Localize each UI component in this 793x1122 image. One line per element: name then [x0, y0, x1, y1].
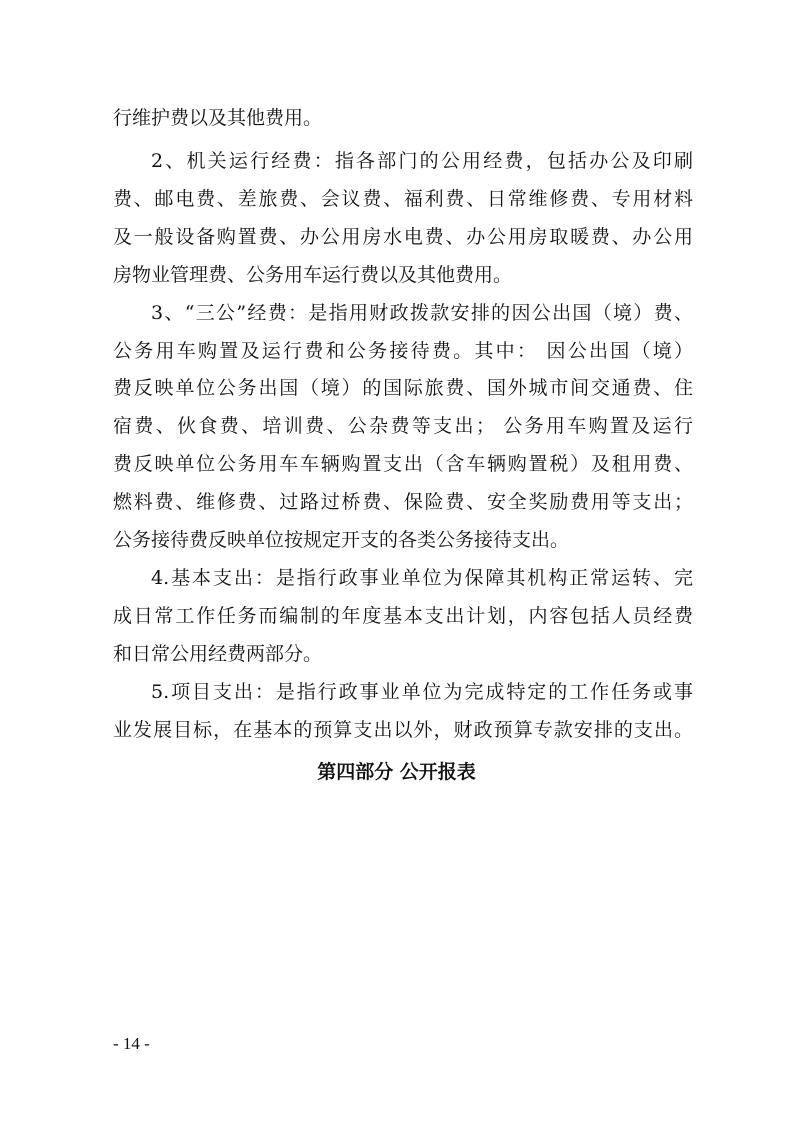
paragraph-4-line-1: 4.基本支出：是指行政事业单位为保障其机构正常运转、完: [151, 567, 693, 589]
paragraph-3-line-5: 费反映单位公务用车车辆购置支出（含车辆购置税）及租用费、: [113, 453, 693, 475]
paragraph-4-line-3: 和日常公用经费两部分。: [113, 643, 323, 665]
paragraph-3-line-1: 3、“三公”经费：是指用财政拨款安排的因公出国（境）费、: [151, 302, 693, 324]
section-heading: 第四部分 公开报表: [317, 761, 476, 783]
paragraph-5-line-2: 业发展目标，在基本的预算支出以外，财政预算专款安排的支出。: [113, 719, 693, 741]
paragraph-2-line-4: 房物业管理费、公务用车运行费以及其他费用。: [113, 264, 513, 286]
paragraph-3-line-7: 公务接待费反映单位按规定开支的各类公务接待支出。: [113, 529, 570, 551]
paragraph-2-line-2: 费、邮电费、差旅费、会议费、福利费、日常维修费、专用材料: [113, 188, 693, 210]
paragraph-4-line-2: 成日常工作任务而编制的年度基本支出计划，内容包括人员经费: [113, 605, 693, 627]
page-number: - 14 -: [113, 1034, 150, 1053]
paragraph-3-line-2: 公务用车购置及运行费和公务接待费。其中： 因公出国（境）: [113, 340, 693, 362]
paragraph-2-line-3: 及一般设备购置费、办公用房水电费、办公用房取暖费、办公用: [113, 226, 693, 248]
paragraph-5-line-1: 5.项目支出：是指行政事业单位为完成特定的工作任务或事: [151, 681, 693, 703]
paragraph-3-line-6: 燃料费、维修费、过路过桥费、保险费、安全奖励费用等支出；: [113, 491, 693, 513]
paragraph-3-line-3: 费反映单位公务出国（境）的国际旅费、国外城市间交通费、住: [113, 377, 693, 399]
paragraph-2-line-1: 2、机关运行经费：指各部门的公用经费，包括办公及印刷: [151, 150, 693, 172]
paragraph-3-line-4: 宿费、伙食费、培训费、公杂费等支出； 公务用车购置及运行: [113, 415, 693, 437]
paragraph-1-line-1: 行维护费以及其他费用。: [113, 107, 323, 129]
